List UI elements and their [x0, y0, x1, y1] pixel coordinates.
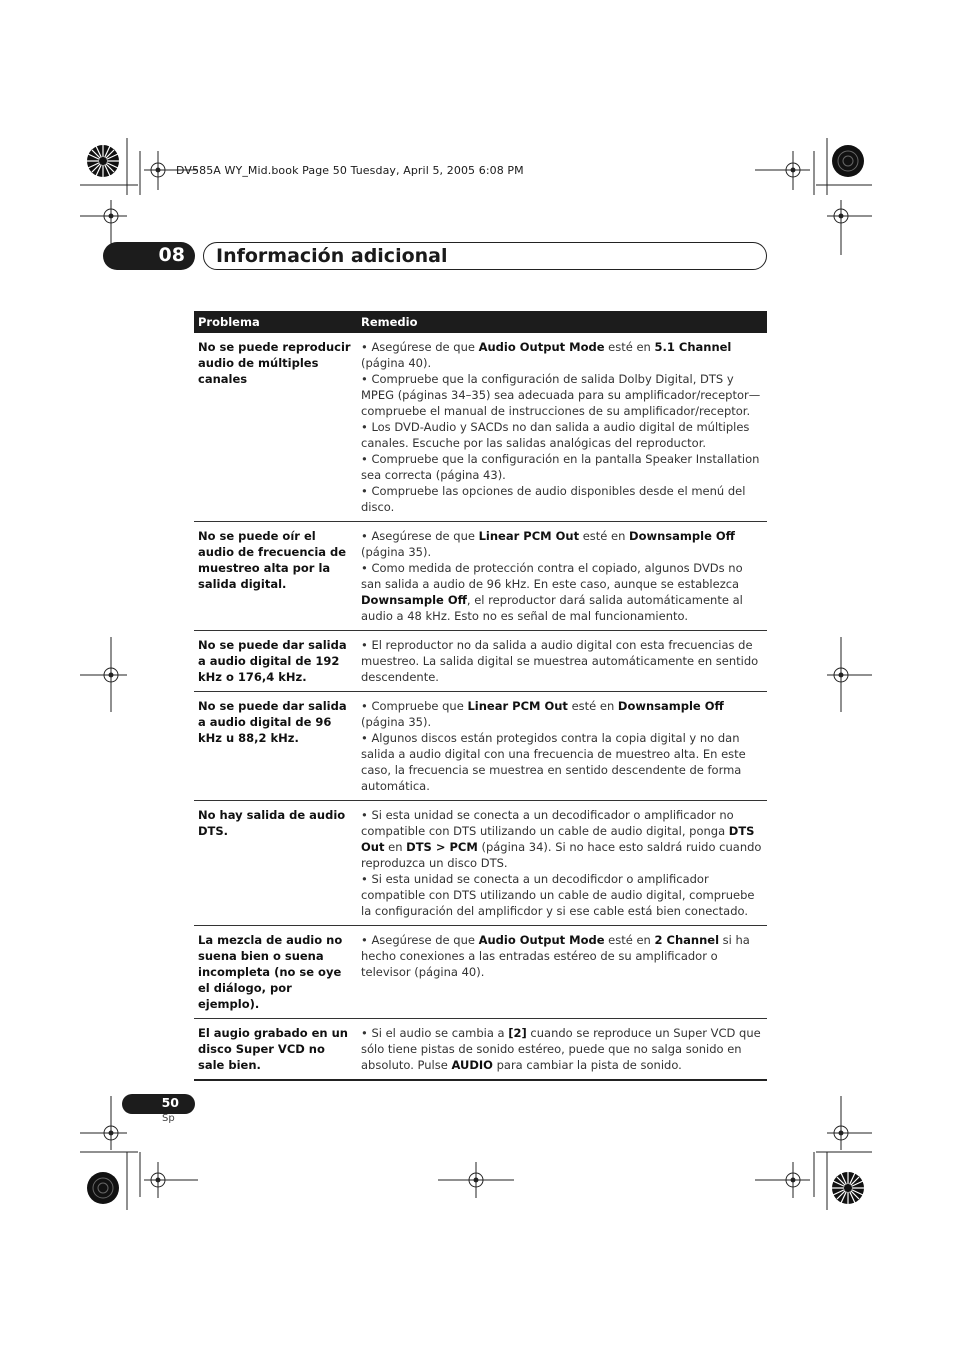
remedy-text: • Como medida de protección contra el copiado, algunos DVDs no san salida a audio de 96 kHz. En este caso, aunque se establezca	[361, 561, 743, 591]
remedy-text: • Asegúrese de que	[361, 529, 479, 543]
remedy-text: • Los DVD-Audio y SACDs no dan salida a audio digital de múltiples canales. Escuche por las salidas analógicas del reproductor.	[361, 420, 750, 450]
chapter-number: 08	[158, 244, 185, 266]
remedy-setting-term: Audio Output Mode	[478, 933, 605, 947]
remedy-bullet	[361, 932, 763, 980]
table-row	[194, 926, 767, 1019]
remedy-setting-term: 5.1 Channel	[654, 340, 732, 354]
remedy-text: • Compruebe las opciones de audio disponibles desde el menú del disco.	[361, 484, 746, 514]
remedy-cell	[357, 522, 767, 631]
table-row	[194, 1019, 767, 1081]
problem-cell: El augio grabado en un disco Super VCD no sale bien.	[194, 1019, 357, 1081]
remedy-text: • Algunos discos están protegidos contra la copia digital y no dan salida a audio digital con una frecuencia de muestreo alta. En este caso, la frecuencia se muestrea en sentido descendente de forma automática.	[361, 731, 746, 793]
remedy-bullet	[361, 560, 763, 624]
remedy-bullet	[361, 807, 763, 871]
remedy-bullet	[361, 419, 763, 451]
remedy-setting-term: Linear PCM Out	[467, 699, 568, 713]
remedy-bullet	[361, 698, 763, 730]
remedy-setting-term: Downsample Off	[361, 593, 467, 607]
remedy-setting-term: 2 Channel	[654, 933, 720, 947]
remedy-text: • Asegúrese de que	[361, 933, 479, 947]
remedy-setting-term: AUDIO	[451, 1058, 493, 1072]
problem-cell: No se puede dar salida a audio digital de 96 kHz u 88,2 kHz.	[194, 692, 357, 801]
remedy-text: • Si esta unidad se conecta a un decodificador o amplificador no compatible con DTS utilizando un cable de audio digital, ponga	[361, 808, 734, 838]
sunburst-mark-top-right	[832, 145, 864, 177]
problem-cell: No se puede oír el audio de frecuencia de muestreo alta por la salida digital.	[194, 522, 357, 631]
remedy-text: • Compruebe que la configuración en la pantalla Speaker Installation sea correcta (página 43).	[361, 452, 760, 482]
chapter-number-badge	[103, 242, 195, 270]
remedy-text: • Compruebe que la configuración de salida Dolby Digital, DTS y MPEG (páginas 34–35) sea adecuada para su amplificador/receptor— compruebe el manual de instrucciones de su amplificador/receptor.	[361, 372, 761, 418]
remedy-cell	[357, 801, 767, 926]
remedy-bullet	[361, 1025, 763, 1073]
remedy-text: (página 34). Si no hace esto saldrá ruido cuando reproduzca un disco DTS.	[361, 840, 762, 870]
remedy-text: para cambiar la pista de sonido.	[492, 1058, 682, 1072]
remedy-cell	[357, 692, 767, 801]
table-header-row	[194, 311, 767, 333]
table-row	[194, 631, 767, 692]
remedy-bullet	[361, 528, 763, 560]
problem-cell: No se puede dar salida a audio digital de 192 kHz o 176,4 kHz.	[194, 631, 357, 692]
problem-cell: No hay salida de audio DTS.	[194, 801, 357, 926]
remedy-setting-term: DTS > PCM	[406, 840, 478, 854]
remedy-text: (página 35).	[361, 545, 432, 559]
remedy-cell	[357, 631, 767, 692]
remedy-bullet	[361, 339, 763, 371]
table-row	[194, 801, 767, 926]
header-problem: Problema	[194, 311, 357, 333]
table-row	[194, 692, 767, 801]
remedy-setting-term: Linear PCM Out	[478, 529, 580, 543]
table-row	[194, 333, 767, 522]
sunburst-mark-bottom-left	[87, 1172, 119, 1204]
remedy-bullet	[361, 483, 763, 515]
remedy-setting-term: DTS Out	[361, 824, 755, 854]
remedy-text: • Si el audio se cambia a	[361, 1026, 509, 1040]
problem-cell: La mezcla de audio no suena bien o suena incompleta (no se oye el diálogo, por ejemplo).	[194, 926, 357, 1019]
remedy-text: esté en	[567, 699, 618, 713]
remedy-text: • El reproductor no da salida a audio digital con esta frecuencias de muestreo. La salida digital se muestrea automáticamente en sentido descendente.	[361, 638, 759, 684]
header-remedy: Remedio	[357, 311, 767, 333]
remedy-setting-term: Downsample Off	[629, 529, 735, 543]
remedy-cell	[357, 1019, 767, 1081]
sunburst-mark-bottom-right	[832, 1172, 864, 1204]
page-language: Sp	[162, 1113, 175, 1124]
page-number: 50	[161, 1095, 179, 1110]
page-number-badge	[122, 1094, 195, 1114]
remedy-setting-term: [2]	[508, 1026, 527, 1040]
remedy-text: • Si esta unidad se conecta a un decodificdor o amplificador compatible con DTS utilizando un cable de audio digital, compruebe la configuración del amplificdor y si ese cable está bien conectado.	[361, 872, 755, 918]
remedy-cell	[357, 333, 767, 522]
remedy-bullet	[361, 871, 763, 919]
remedy-text: • Asegúrese de que	[361, 340, 479, 354]
remedy-cell	[357, 926, 767, 1019]
remedy-text: esté en	[604, 933, 655, 947]
remedy-text: • Compruebe que	[361, 699, 468, 713]
sunburst-mark-top-left	[87, 145, 119, 177]
remedy-setting-term: Audio Output Mode	[478, 340, 605, 354]
troubleshooting-table	[194, 311, 767, 1081]
remedy-text: cuando se reproduce un Super VCD que sólo tiene pistas de sonido estéreo, puede que no salga sonido en absoluto. Pulse	[361, 1026, 761, 1072]
remedy-text: , el reproductor dará salida automáticamente al audio a 48 kHz. Esto no es señal de mal funcionamiento.	[361, 593, 743, 623]
remedy-text: esté en	[579, 529, 630, 543]
remedy-bullet	[361, 637, 763, 685]
remedy-text: (página 35).	[361, 715, 432, 729]
remedy-bullet	[361, 730, 763, 794]
remedy-text: (página 40).	[361, 356, 432, 370]
remedy-text: esté en	[604, 340, 655, 354]
chapter-title-box	[203, 242, 767, 270]
print-header: DV585A WY_Mid.book Page 50 Tuesday, April 5, 2005 6:08 PM	[176, 164, 524, 177]
remedy-bullet	[361, 371, 763, 419]
remedy-bullet	[361, 451, 763, 483]
table-body	[194, 333, 767, 1080]
chapter-title: Información adicional	[216, 245, 448, 267]
remedy-text: en	[384, 840, 407, 854]
problem-cell: No se puede reproducir audio de múltiples canales	[194, 333, 357, 522]
remedy-setting-term: Downsample Off	[617, 699, 724, 713]
remedy-text: si ha hecho conexiones a las entradas estéreo de su amplificador o televisor (página 40).	[361, 933, 750, 979]
table-row	[194, 522, 767, 631]
